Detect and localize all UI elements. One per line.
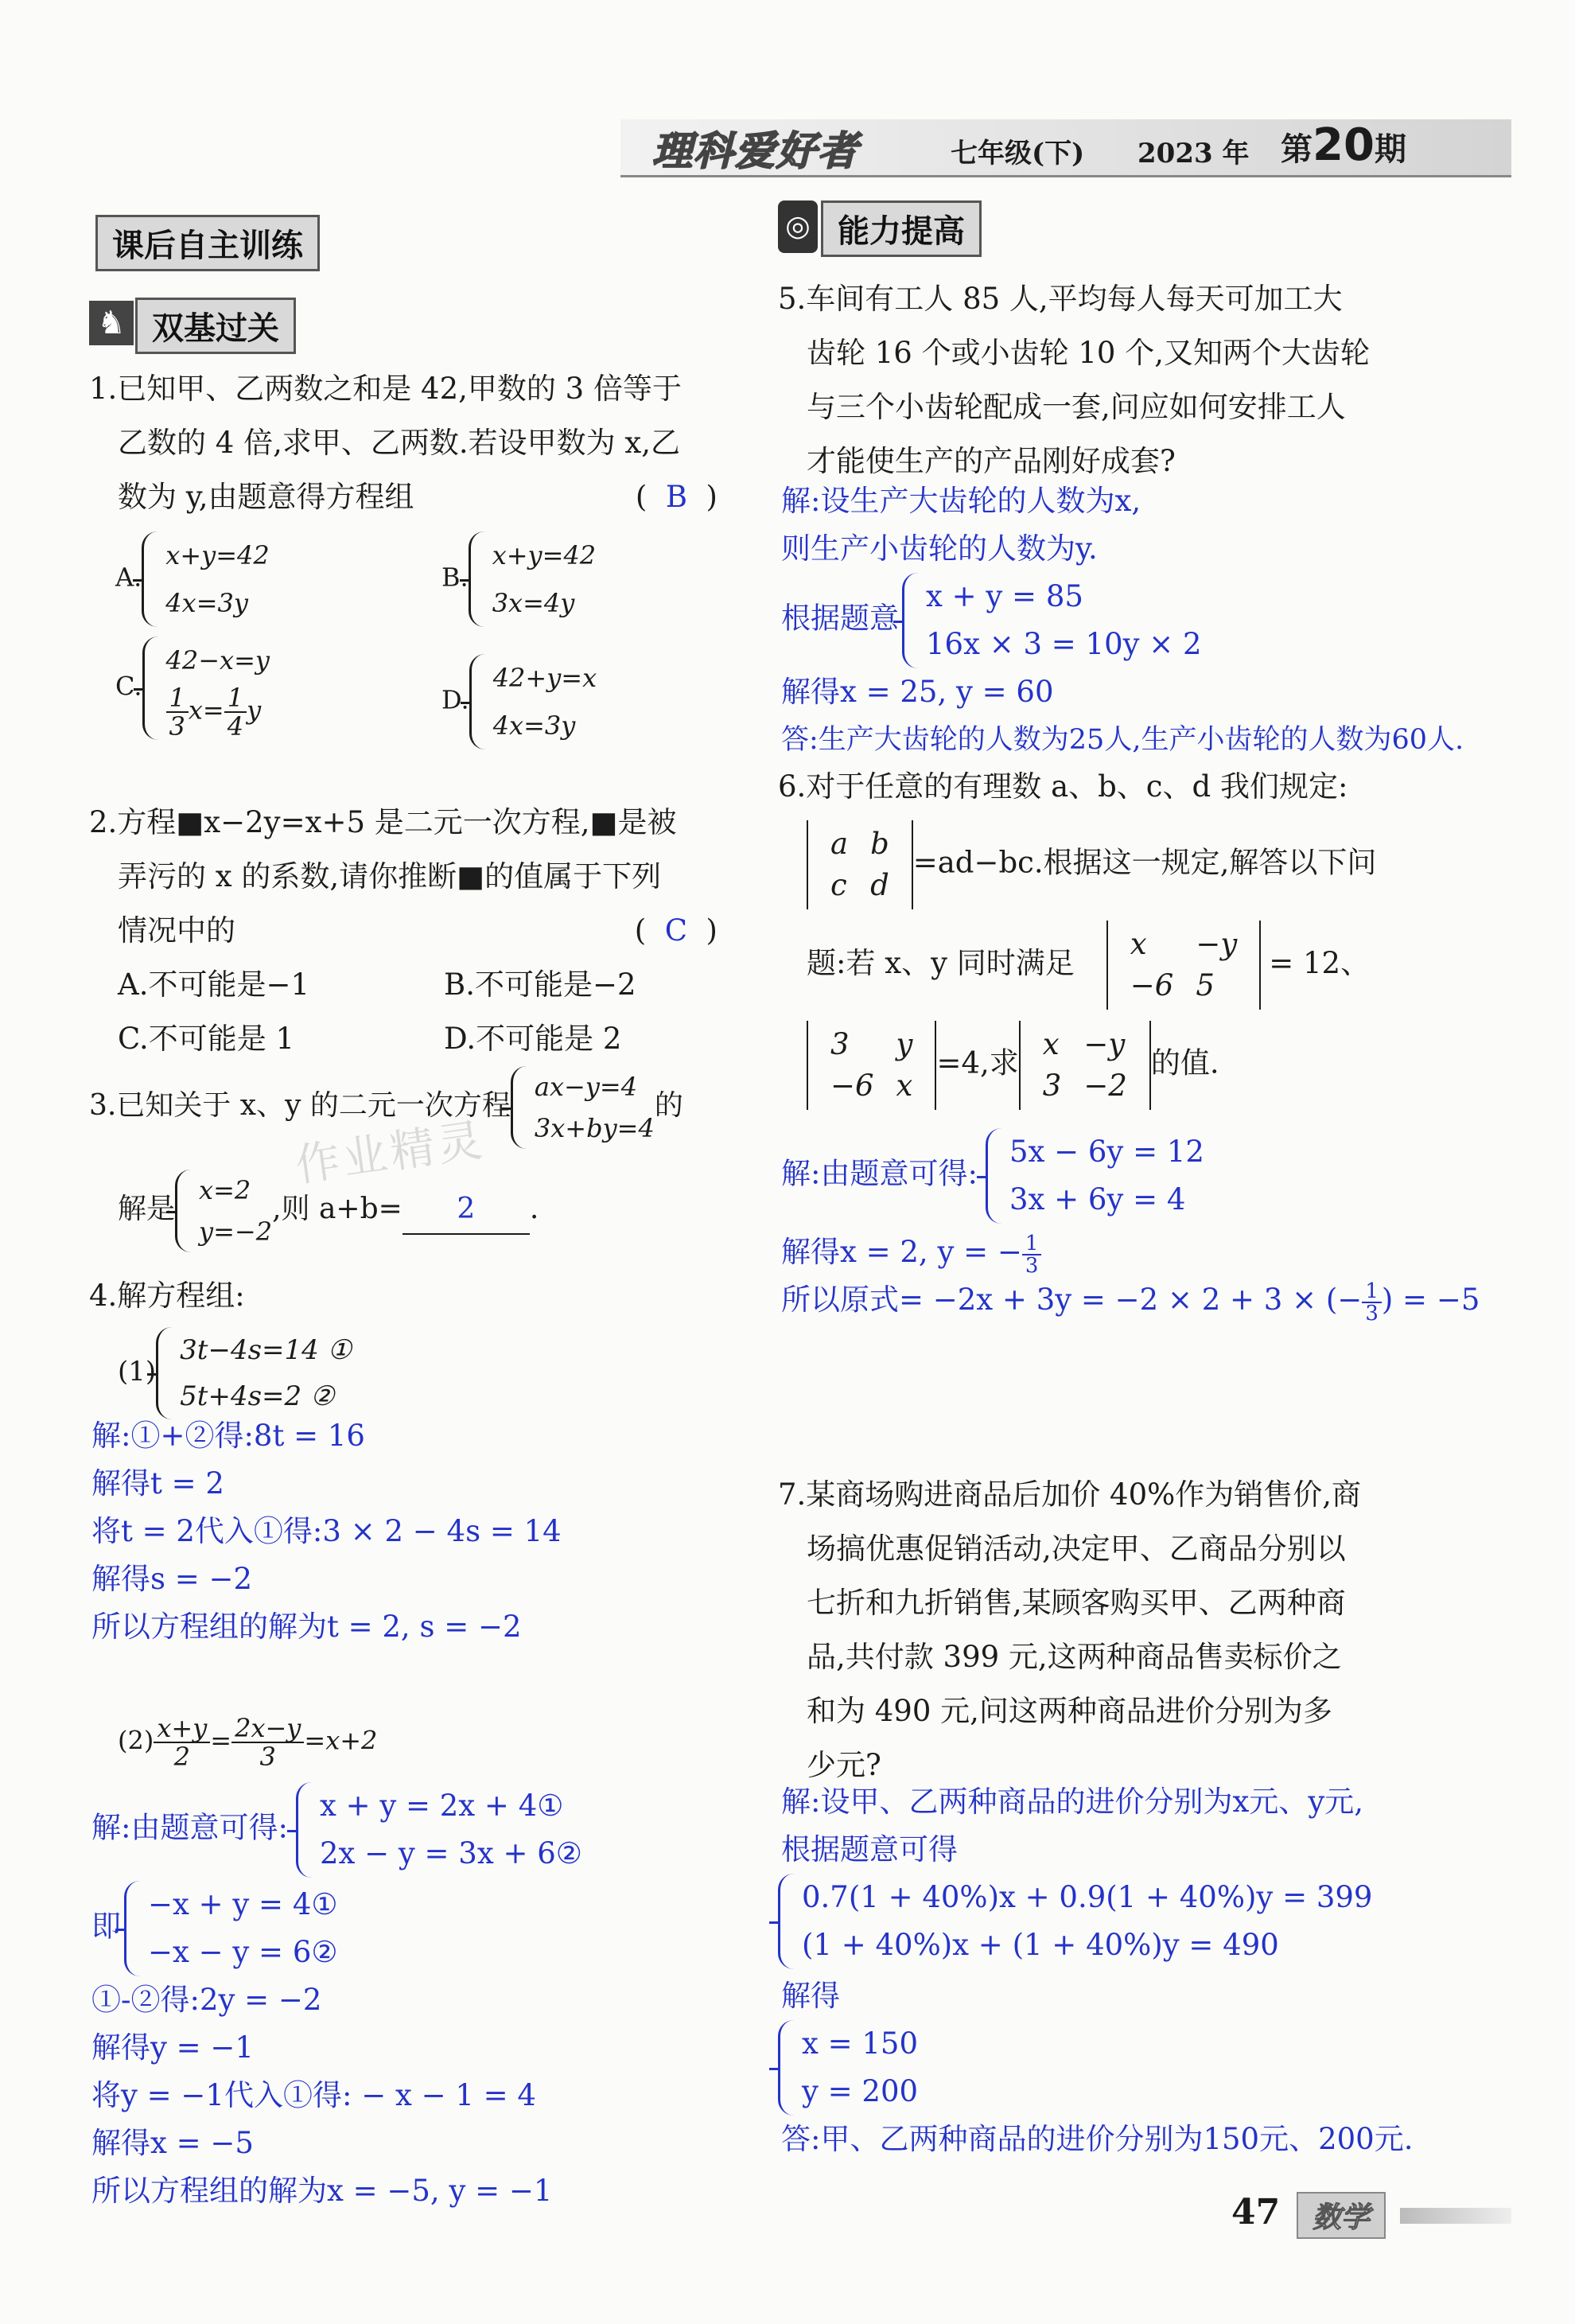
q5-solution: 解:设生产大齿轮的人数为x, 则生产小齿轮的人数为y. 根据题意 x + y = 85 16x × 3 = 10y × 2 解得x = 25, y = 60 答:生产大齿轮的人数为25人,生产小齿轮的人数为60人.	[781, 484, 1464, 756]
q1-option-a: A. x+y=42 4x=3y	[115, 531, 270, 627]
q4-part2-solution: 解:由题意可得: x + y = 2x + 4① 2x − y = 3x + 6② 即 −x + y = 4① −x − y = 6② ①-②得:2y = −2 解得y = −1 将y = −1代入①得: − x − 1 = 4 解得x = −5 所以方程组的解为x = −5, y = −1	[91, 1782, 582, 2215]
question-5: 5.车间有工人 85 人,平均每人每天可加工大 齿轮 16 个或小齿轮 10 个,又知两个大齿轮 与三个小齿轮配成一套,问应如何安排工人 才能使生产的产品刚好成套?	[778, 282, 1370, 478]
q1-option-c: C. 42−x=y $\frac{1}{3}$ x= $\frac{1}{4}$ y	[115, 636, 270, 740]
q1-option-d: D. 42+y=x 4x=3y	[441, 654, 597, 749]
determinant-definition: a b c d	[807, 820, 913, 909]
question-1: 1.已知甲、乙两数之和是 42,甲数的 3 倍等于 乙数的 4 倍,求甲、乙两数.若设甲数为 x,乙 数为 y,由题意得方程组 ( B )	[89, 372, 718, 514]
ability-icon: ◎	[778, 200, 818, 253]
header-issue: 第20期	[1281, 119, 1406, 171]
q7-solution: 解:设甲、乙两种商品的进价分别为x元、y元, 根据题意可得 0.7(1 + 40%)x + 0.9(1 + 40%)y = 399 (1 + 40%)x + (1 + 40%)y = 490 解得 x = 150 y = 200 答:甲、乙两种商品的进价分别为150元、200元.	[781, 1778, 1413, 2163]
subject-badge: 数学	[1297, 2192, 1386, 2239]
section-after-class: 课后自主训练	[95, 215, 320, 271]
watermark: 作业精灵	[292, 1114, 488, 1193]
page-number: 47	[1231, 2192, 1281, 2233]
question-4-part1: (1) 3t−4s=14 ① 5t+4s=2 ②	[118, 1327, 352, 1419]
question-3-solution: 解是 x=2 y=−2 ,则 a+b= 2 .	[118, 1170, 539, 1252]
answer-q1: B	[665, 480, 688, 514]
deer-icon: ♞	[89, 301, 134, 345]
header-grade: 七年级(下)	[951, 138, 1085, 169]
header-year: 2023 年	[1138, 138, 1250, 169]
question-6: 6.对于任意的有理数 a、b、c、d 我们规定: a b c d =ad−bc.根据这一规定,解答以下问 题:若 x、y 同时满足 x −y −6 5 = 12、 3 y −6 x =4,求 x −y 3 −2 的值.	[778, 760, 1510, 1110]
answer-q3: 2	[402, 1185, 530, 1235]
question-4-part2: (2) $\frac{x+y}{2}$ = $\frac{2x-y}{3}$ =x+2	[118, 1713, 378, 1772]
footer-bar	[1400, 2208, 1511, 2224]
question-2: 2.方程■x−2y=x+5 是二元一次方程,■是被 弄污的 x 的系数,请你推断■的值属于下列 情况中的 ( C ) A.不可能是−1 B.不可能是−2 C.不可能是 1 D.不可能是 2	[89, 805, 718, 1056]
question-7: 7.某商场购进商品后加价 40%作为销售价,商 场搞优惠促销活动,决定甲、乙商品分别以 七折和九折销售,某顾客购买甲、乙两种商 品,共付款 399 元,这两种商品售卖标价之 和为 490 元,问这两种商品进价分别为多 少元?	[778, 1477, 1362, 1782]
issue-number: 20	[1312, 119, 1375, 171]
answer-q2: C	[664, 913, 688, 948]
section-double-basics: 双基过关	[135, 298, 296, 354]
q1-option-b: B. x+y=42 3x=4y	[441, 531, 596, 627]
question-3: 3.已知关于 x、y 的二元一次方程 ax−y=4 3x+by=4 的	[89, 1066, 741, 1149]
section-ability: 能力提高	[821, 200, 982, 257]
header-logo: 理科爱好者	[652, 128, 859, 174]
q4-part1-solution: 解:①+②得:8t = 16 解得t = 2 将t = 2代入①得:3 × 2 − 4s = 14 解得s = −2 所以方程组的解为t = 2, s = −2	[91, 1419, 562, 1644]
question-4-title: 4.解方程组:	[89, 1279, 245, 1313]
q6-solution: 解:由题意可得: 5x − 6y = 12 3x + 6y = 4 解得x = 2, y = − $\frac{1}{3}$ 所以原式= −2x + 3y = −2 × 2 + 3 × (− $\frac{1}{3}$ ) = −5	[781, 1128, 1480, 1324]
